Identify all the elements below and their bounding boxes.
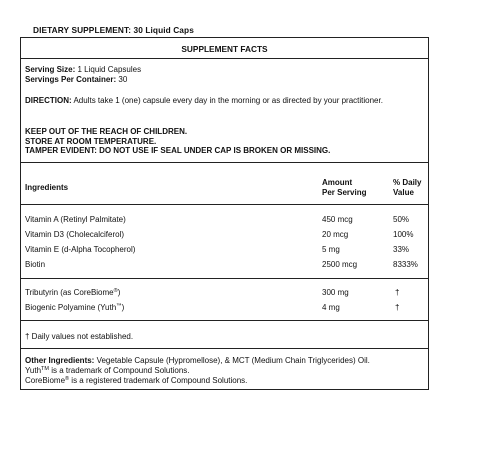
ingredient-daily-value: 100% xyxy=(393,230,414,239)
registered-mark: ® xyxy=(113,288,118,294)
amount-header-line: Amount xyxy=(322,178,353,187)
table-header-divider xyxy=(21,204,428,205)
ingredient-name xyxy=(25,303,124,313)
table-group-divider xyxy=(21,278,428,279)
ingredient-daily-value: 8333% xyxy=(393,260,418,269)
other-ingredients-label: Other Ingredients: xyxy=(25,356,95,365)
product-header-label: DIETARY SUPPLEMENT: 30 Liquid Caps xyxy=(33,25,194,35)
daily-value-header xyxy=(393,178,421,198)
yuth-trademark-line xyxy=(25,366,425,376)
supplement-facts-panel xyxy=(20,37,429,390)
ingredient-name-text: Tributyrin (as CoreBiome xyxy=(25,288,114,297)
amount-header xyxy=(322,178,366,198)
trademark-mark: ™ xyxy=(116,303,122,309)
daily-value-header-line: % Daily xyxy=(393,178,422,187)
serving-info xyxy=(25,65,141,85)
footnote-divider xyxy=(21,348,428,349)
direction-text xyxy=(25,96,395,106)
amount-header-line: Per Serving xyxy=(322,188,367,197)
ingredient-name: Vitamin E (d-Alpha Tocopherol) xyxy=(25,245,136,254)
ingredient-name xyxy=(25,288,120,298)
yuth-name: Yuth xyxy=(25,366,42,375)
ingredient-amount: 450 mcg xyxy=(322,215,353,224)
table-bottom-divider xyxy=(21,320,428,321)
warning-line: KEEP OUT OF THE REACH OF CHILDREN. xyxy=(25,127,188,136)
daily-value-header-line: Value xyxy=(393,188,414,197)
other-ingredients-line xyxy=(25,356,425,366)
ingredient-name-close: ) xyxy=(121,303,125,312)
other-ingredients-text: Vegetable Capsule (Hypromellose), & MCT (Medium Chain Triglycerides) Oil. xyxy=(96,356,370,365)
ingredient-daily-value: 33% xyxy=(393,245,410,254)
title-divider xyxy=(21,58,428,59)
footnote: † Daily values not established. xyxy=(25,332,134,341)
ingredients-header: Ingredients xyxy=(25,183,69,192)
warnings-block xyxy=(25,127,330,156)
ingredient-amount: 4 mg xyxy=(322,303,340,312)
ingredient-name: Biotin xyxy=(25,260,46,269)
ingredient-amount: 300 mg xyxy=(322,288,349,297)
corebiome-trademark-text: is a registered trademark of Compound Solutions. xyxy=(69,376,248,385)
registered-mark: ® xyxy=(65,376,70,382)
corebiome-trademark-line xyxy=(25,376,425,386)
servings-per-container-value: 30 xyxy=(118,75,128,84)
ingredient-amount: 5 mg xyxy=(322,245,340,254)
ingredient-amount: 2500 mcg xyxy=(322,260,358,269)
corebiome-name: CoreBiome xyxy=(25,376,66,385)
panel-title: SUPPLEMENT FACTS xyxy=(181,44,268,54)
servings-per-container-line xyxy=(25,75,141,85)
ingredient-name: Vitamin A (Retinyl Palmitate) xyxy=(25,215,126,224)
ingredient-daily-value: † xyxy=(395,288,400,297)
serving-size-label: Serving Size: xyxy=(25,65,76,74)
other-ingredients-block xyxy=(25,356,425,386)
trademark-mark: TM xyxy=(41,366,49,372)
direction-label: DIRECTION: xyxy=(25,96,72,105)
yuth-trademark-text: is a trademark of Compound Solutions. xyxy=(48,366,190,375)
ingredient-daily-value: † xyxy=(395,303,400,312)
serving-size-value: 1 Liquid Capsules xyxy=(77,65,142,74)
ingredient-name: Vitamin D3 (Cholecalciferol) xyxy=(25,230,124,239)
ingredient-amount: 20 mcg xyxy=(322,230,349,239)
warning-line: STORE AT ROOM TEMPERATURE. xyxy=(25,136,157,146)
serving-size-line xyxy=(25,65,141,75)
ingredient-name-text: Biogenic Polyamine (Yuth xyxy=(25,303,117,312)
section-divider xyxy=(21,162,428,163)
direction-body: Adults take 1 (one) capsule every day in the morning or as directed by your practitioner. xyxy=(73,96,383,105)
ingredient-name-close: ) xyxy=(117,288,121,297)
ingredient-daily-value: 50% xyxy=(393,215,410,224)
servings-per-container-label: Servings Per Container: xyxy=(25,75,117,84)
warning-line: TAMPER EVIDENT: DO NOT USE IF SEAL UNDER CAP IS BROKEN OR MISSING. xyxy=(25,146,331,156)
